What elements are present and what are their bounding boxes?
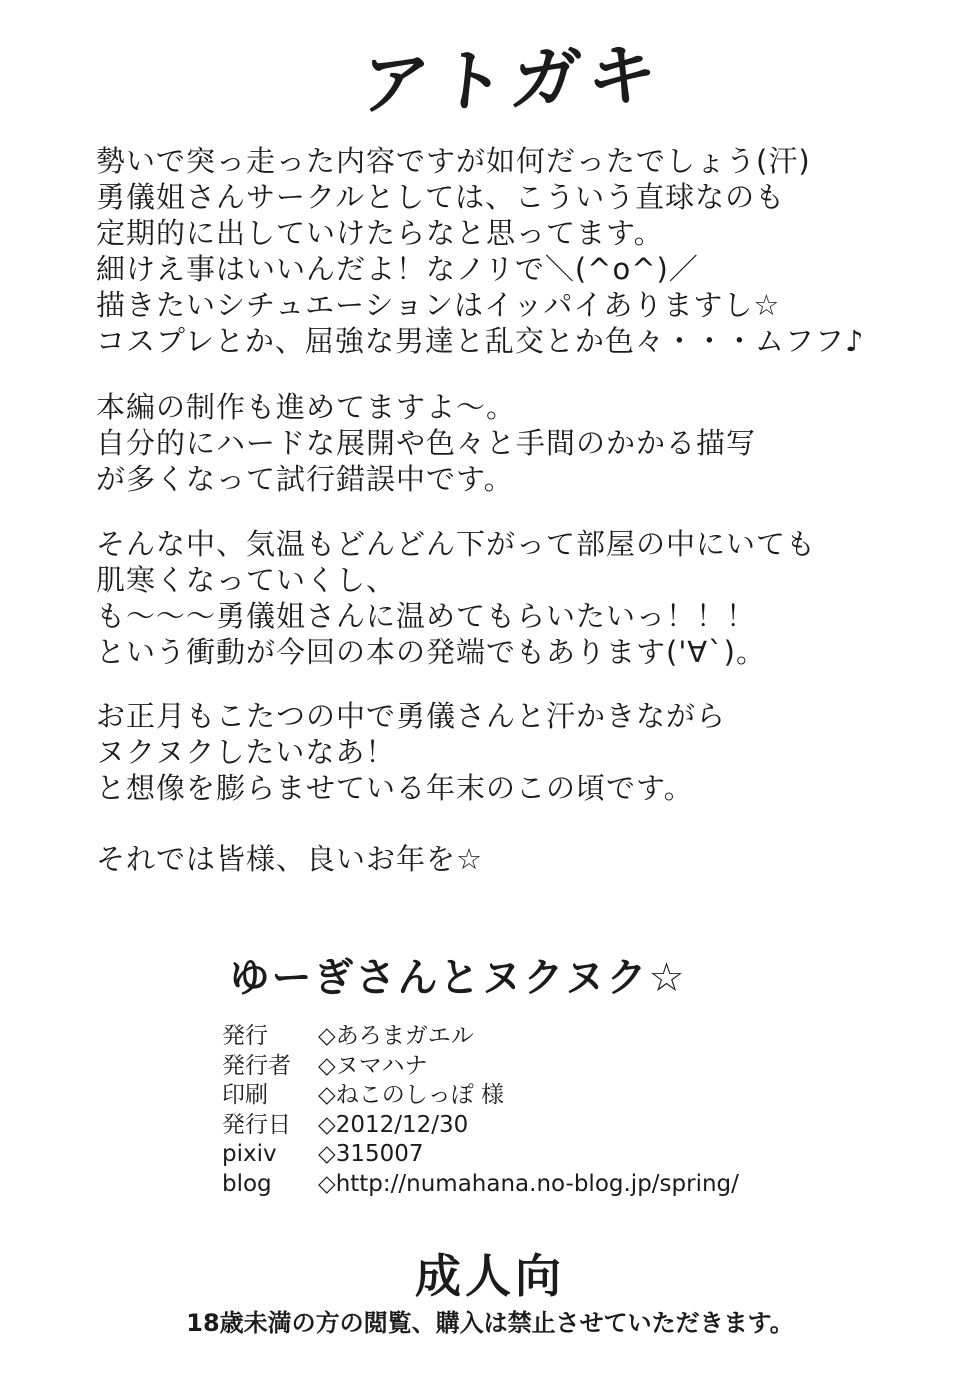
- afterword-line: 本編の制作も進めてますよ～。: [96, 390, 517, 424]
- afterword-line: それでは皆様、良いお年を☆: [96, 842, 483, 876]
- afterword-paragraph-4: [96, 698, 726, 806]
- colophon-label: pixiv: [222, 1141, 277, 1167]
- afterword-line: ヌクヌクしたいなあ！: [96, 735, 396, 769]
- afterword-line: 描きたいシチュエーションはイッパイありますし☆: [96, 288, 781, 322]
- colophon-value: ◇http://numahana.no-blog.jp/spring/: [318, 1170, 739, 1197]
- colophon-value: ◇ヌマハナ: [318, 1052, 428, 1079]
- afterword-line: 勇儀姐さんサークルとしては、こういう直球なのも: [96, 180, 786, 214]
- afterword-title: アトガキ: [356, 35, 669, 126]
- colophon-value: ◇あろまガエル: [318, 1023, 474, 1049]
- colophon-label: blog: [222, 1170, 272, 1197]
- afterword-paragraph-2: [96, 389, 756, 497]
- afterword-paragraph-3: [96, 526, 816, 670]
- colophon-value: ◇315007: [318, 1141, 424, 1167]
- colophon-row: [222, 1081, 739, 1111]
- afterword-line: 勢いで突っ走った内容ですが如何だったでしょう(汗): [96, 144, 811, 178]
- afterword-closing: [96, 841, 483, 877]
- colophon-row: [222, 1140, 739, 1170]
- colophon-row: [222, 1111, 739, 1141]
- afterword-line: お正月もこたつの中で勇儀さんと汗かきながら: [96, 699, 727, 733]
- rating-heading: 成人向: [415, 1249, 565, 1303]
- colophon-row: [222, 1052, 739, 1082]
- colophon-label: 発行: [222, 1023, 268, 1049]
- afterword-line: 定期的に出していけたらなと思ってます。: [96, 216, 664, 250]
- colophon-value: ◇ねこのしっぽ 様: [318, 1082, 504, 1108]
- afterword-line: が多くなって試行錯誤中です。: [96, 462, 514, 496]
- colophon: [222, 1022, 739, 1199]
- afterword-line: コスプレとか、屈強な男達と乱交とか色々・・・ムフフ♪: [96, 324, 865, 358]
- afterword-paragraph-1: [96, 143, 864, 359]
- afterword-line: そんな中、気温もどんどん下がって部屋の中にいても: [96, 527, 817, 561]
- colophon-label: 発行者: [222, 1052, 291, 1079]
- colophon-value: ◇2012/12/30: [318, 1111, 469, 1138]
- colophon-row: [222, 1022, 739, 1052]
- colophon-row: [222, 1170, 739, 1200]
- afterword-line: も～～～勇儀姐さんに温めてもらいたいっ！！！: [96, 599, 757, 633]
- colophon-label: 印刷: [222, 1082, 268, 1108]
- rating-notice: 18歳未満の方の閲覧、購入は禁止させていただきます。: [186, 1309, 794, 1337]
- afterword-line: という衝動が今回の本の発端でもあります('∀`)。: [96, 635, 766, 669]
- afterword-line: 肌寒くなっていくし、: [96, 563, 397, 597]
- book-title: ゆーぎさんとヌクヌク☆: [229, 955, 687, 1001]
- afterword-line: 自分的にハードな展開や色々と手間のかかる描写: [96, 426, 757, 460]
- colophon-label: 発行日: [222, 1111, 291, 1138]
- afterword-line: 細けえ事はいいんだよ！なノリで＼(^o^)／: [96, 252, 699, 286]
- afterword-line: と想像を膨らませている年末のこの頃です。: [96, 771, 694, 805]
